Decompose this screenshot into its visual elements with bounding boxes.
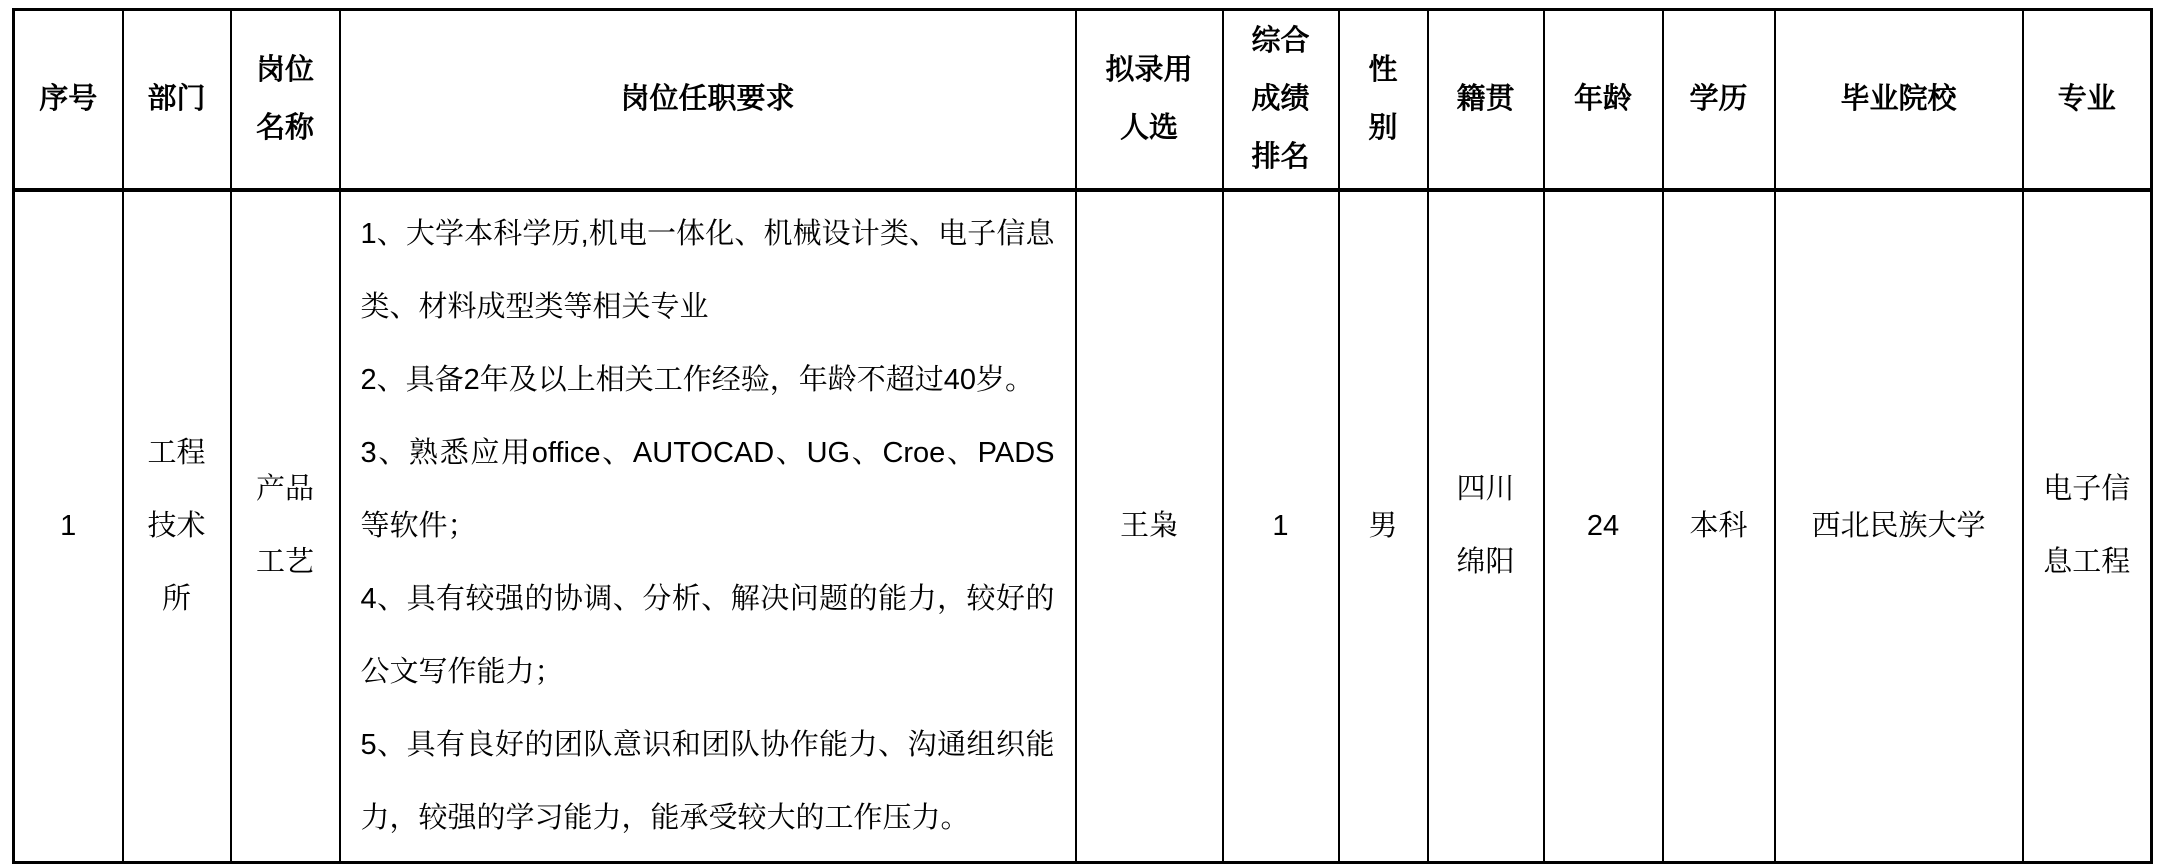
header-cell-requirements: 岗位任职要求 <box>340 10 1076 190</box>
cell-hometown: 四川绵阳 <box>1428 190 1544 863</box>
cell-position: 产品工艺 <box>231 190 340 863</box>
header-cell-index: 序号 <box>14 10 123 190</box>
table-header <box>14 10 2152 190</box>
header-cell-school: 毕业院校 <box>1775 10 2023 190</box>
cell-age: 24 <box>1544 190 1663 863</box>
requirement-paragraph: 1、大学本科学历,机电一体化、机械设计类、电子信息类、材料成型类等相关专业 <box>360 217 1055 323</box>
cell-requirements <box>340 190 1076 863</box>
table-row <box>14 190 2152 863</box>
recruitment-table <box>12 8 2153 864</box>
requirement-paragraph: 4、具有较强的协调、分析、解决问题的能力，较好的公文写作能力； <box>360 582 1055 688</box>
cell-index: 1 <box>14 190 123 863</box>
header-cell-major: 专业 <box>2023 10 2152 190</box>
header-cell-hometown: 籍贯 <box>1428 10 1544 190</box>
header-cell-rank: 综合成绩排名 <box>1223 10 1339 190</box>
cell-department: 工程技术所 <box>123 190 231 863</box>
cell-candidate: 王枭 <box>1076 190 1223 863</box>
header-cell-position: 岗位名称 <box>231 10 340 190</box>
header-row <box>14 10 2152 190</box>
cell-gender: 男 <box>1339 190 1428 863</box>
header-cell-education: 学历 <box>1663 10 1775 190</box>
header-cell-department: 部门 <box>123 10 231 190</box>
header-cell-gender: 性别 <box>1339 10 1428 190</box>
requirement-paragraph: 5、具有良好的团队意识和团队协作能力、沟通组织能力，较强的学习能力，能承受较大的工作压力。 <box>360 728 1055 834</box>
header-cell-candidate: 拟录用人选 <box>1076 10 1223 190</box>
table-body <box>14 190 2152 863</box>
cell-major: 电子信息工程 <box>2023 190 2152 863</box>
cell-rank: 1 <box>1223 190 1339 863</box>
requirement-paragraph: 2、具备2年及以上相关工作经验，年龄不超过40岁。 <box>360 363 1035 396</box>
cell-education: 本科 <box>1663 190 1775 863</box>
header-cell-age: 年龄 <box>1544 10 1663 190</box>
requirement-paragraph: 3、熟悉应用office、AUTOCAD、UG、Croe、PADS等软件； <box>360 436 1055 542</box>
cell-school: 西北民族大学 <box>1775 190 2023 863</box>
